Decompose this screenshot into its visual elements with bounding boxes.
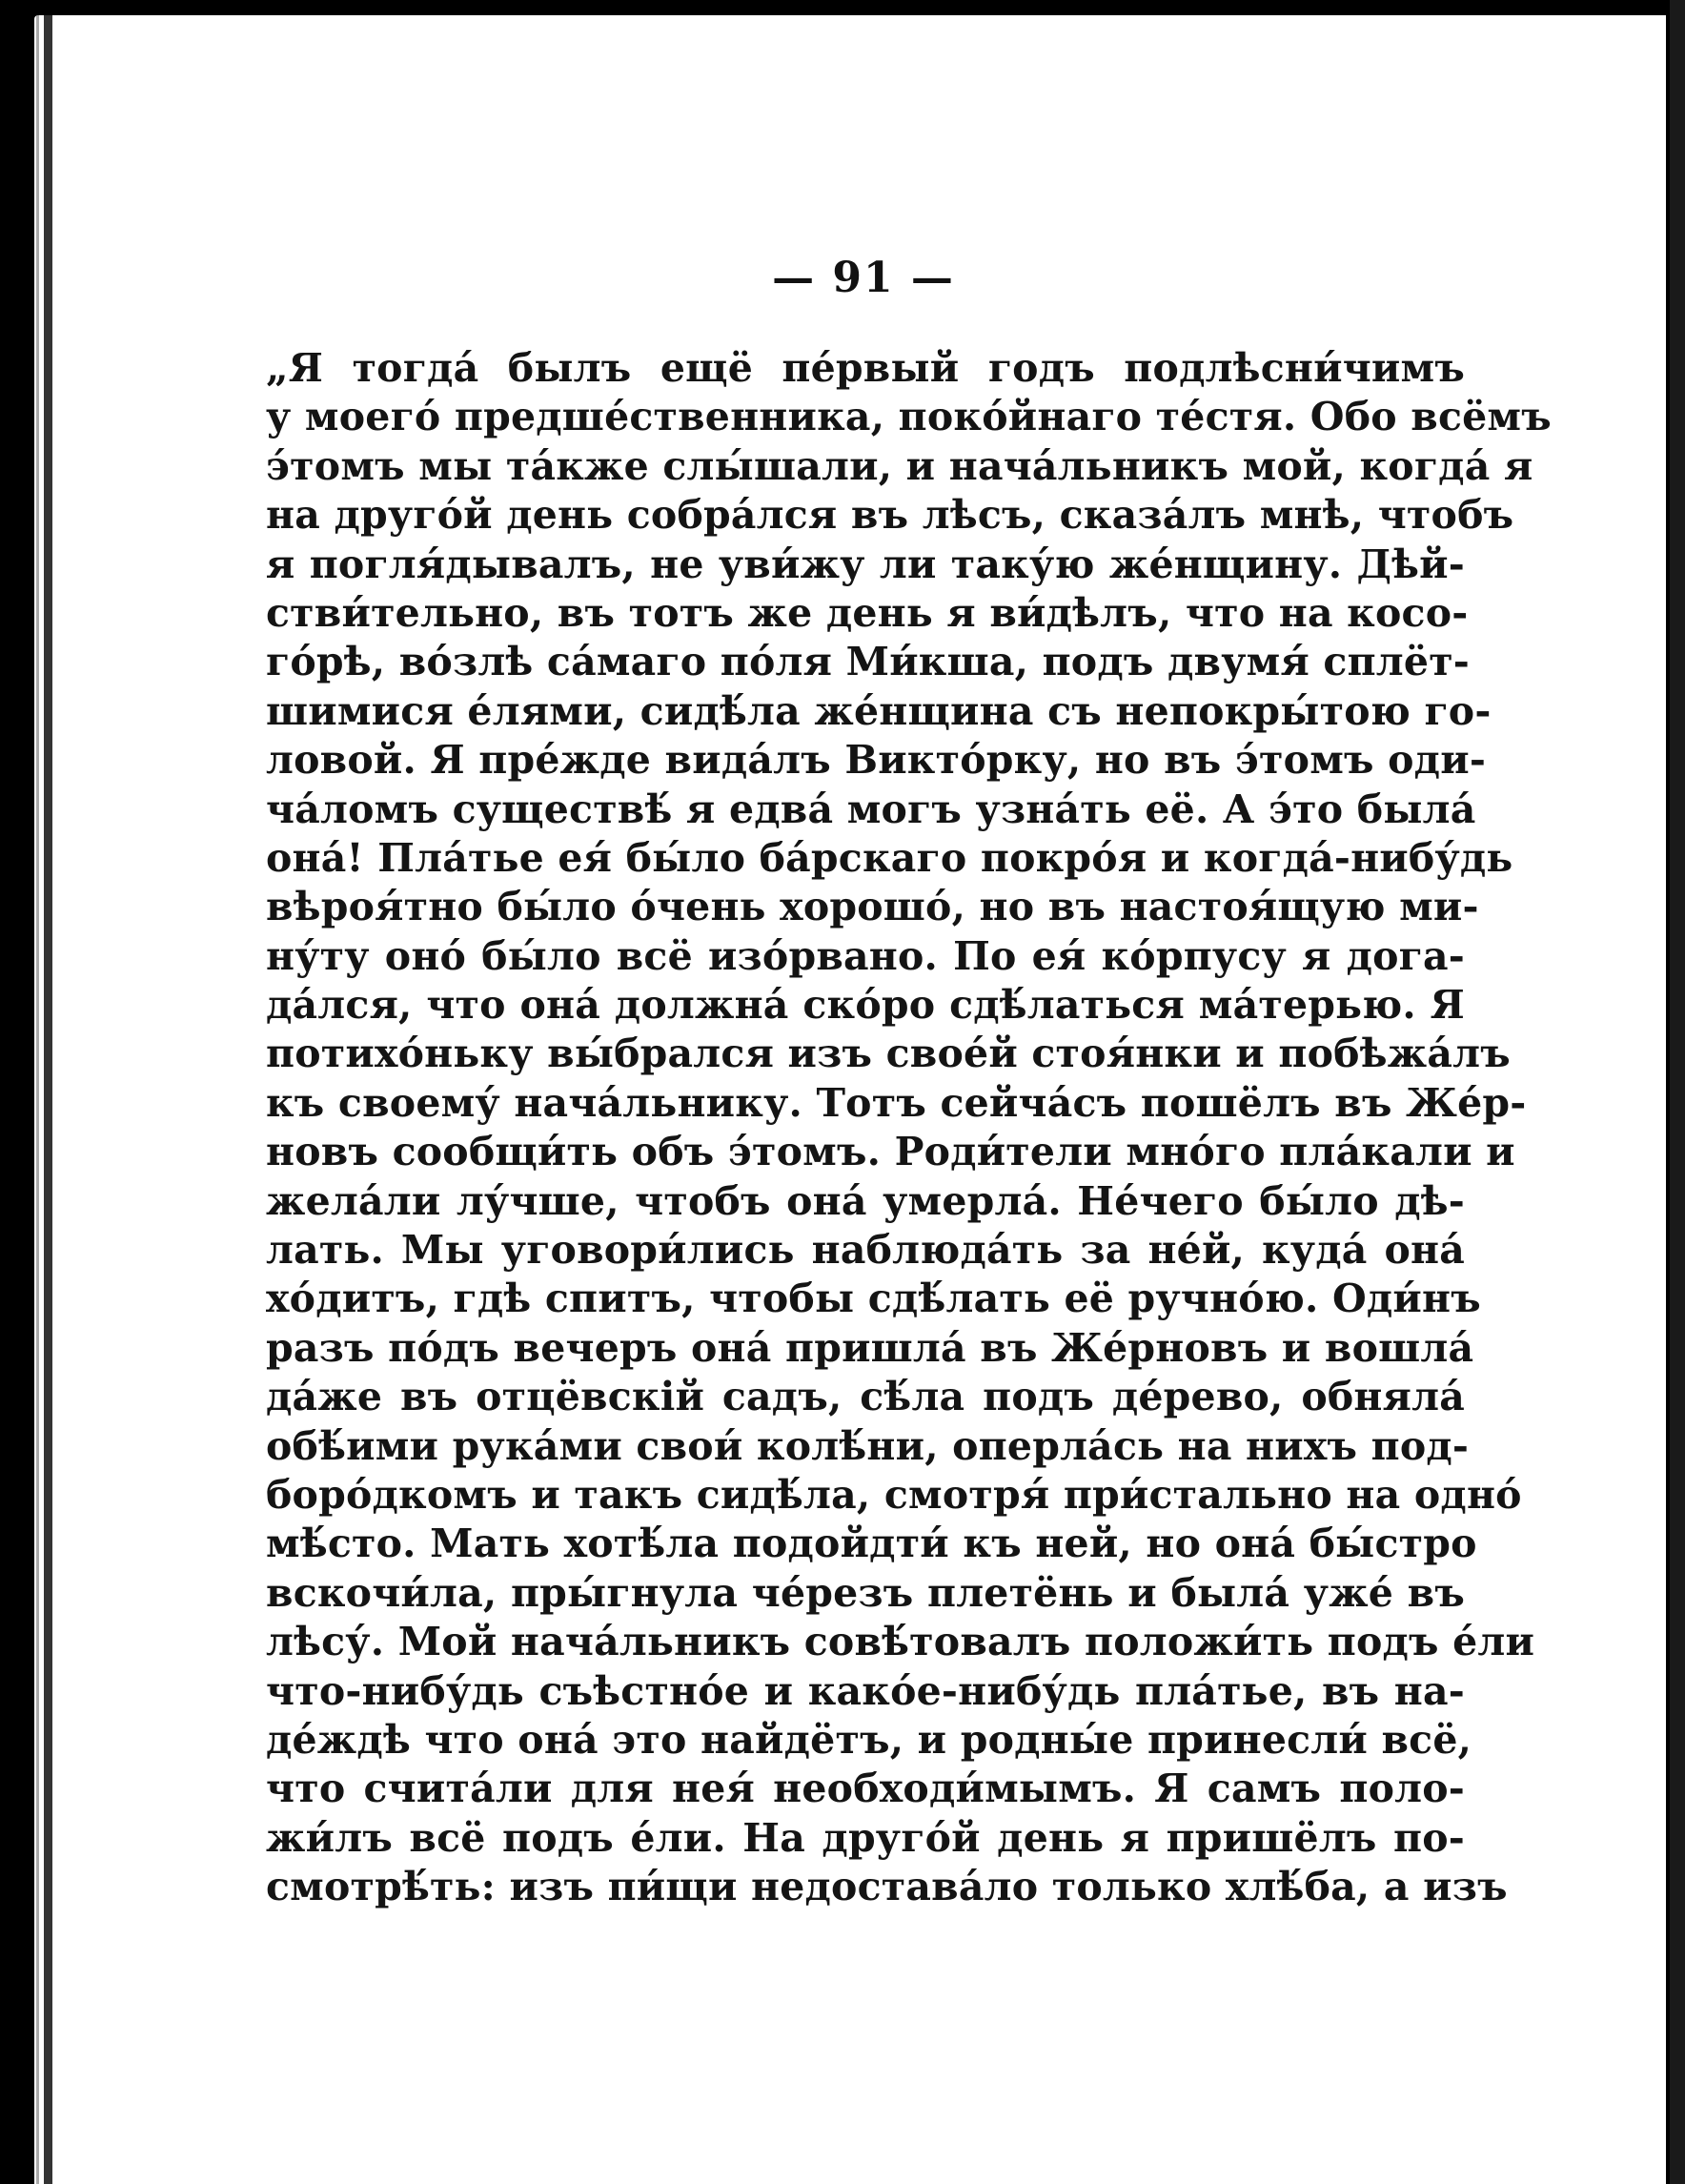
page-number: — 91 — xyxy=(772,254,955,302)
text-line: лать. Мы уговори́лись наблюда́ть за не́й, куда́ она́ xyxy=(266,1227,1465,1274)
text-line: жела́ли лу́чше, чтобъ она́ умерла́. Не́чего бы́ло дѣ- xyxy=(266,1177,1465,1224)
text-line: обѣ́ими рука́ми свои́ колѣ́ни, оперла́сь на нихъ под- xyxy=(266,1422,1470,1469)
text-line: де́ждѣ что она́ это найдётъ, и родны́е принесли́ всё, xyxy=(266,1716,1472,1763)
text-line: мѣ́сто. Мать хотѣ́ла подойдти́ къ ней, но она́ бы́стро xyxy=(266,1521,1477,1567)
text-line: она́! Пла́тье ея́ бы́ло ба́рскаго покро́я и когда́-нибу́дь xyxy=(266,834,1513,881)
text-line: да́лся, что она́ должна́ ско́ро сдѣ́латься ма́терью. Я xyxy=(266,982,1465,1029)
text-line: что счита́ли для нея́ необходи́мымъ. Я самъ поло- xyxy=(266,1766,1465,1812)
text-line: го́рѣ, во́злѣ са́маго по́ля Ми́кша, подъ двумя́ сплёт- xyxy=(266,639,1471,685)
text-line: у моего́ предше́ственника, поко́йнаго те́стя. Обо всёмъ xyxy=(266,394,1552,440)
body-text xyxy=(266,344,1552,1912)
text-line: новъ сообщи́ть объ э́томъ. Роди́тели мно́го пла́кали и xyxy=(266,1129,1515,1175)
text-line: я погля́дывалъ, не уви́жу ли таку́ю же́нщину. Дѣй- xyxy=(266,541,1465,587)
text-line: хо́дитъ, гдѣ спитъ, чтобы сдѣ́лать её ручно́ю. Оди́нъ xyxy=(266,1276,1481,1322)
text-line: да́же въ отцёвскій садъ, сѣ́ла подъ де́рево, обняла́ xyxy=(266,1374,1465,1420)
text-line: жи́лъ всё подъ е́ли. На друго́й день я пришёлъ по- xyxy=(266,1814,1465,1861)
text-line: къ своему́ нача́льнику. Тотъ сейча́съ пошёлъ въ Же́р- xyxy=(266,1079,1527,1126)
text-line: шимися е́лями, сидѣ́ла же́нщина съ непокры́тою го- xyxy=(266,687,1492,734)
text-line: разъ по́дъ вечеръ она́ пришла́ въ Же́рновъ и вошла́ xyxy=(266,1324,1474,1371)
text-line: стви́тельно, въ тотъ же день я ви́дѣлъ, что на косо- xyxy=(266,589,1469,636)
text-line: ча́ломъ существѣ́ я едва́ могъ узна́ть её. А э́то была́ xyxy=(266,786,1476,832)
text-line: боро́дкомъ и такъ сидѣ́ла, смотря́ при́стально на одно́ xyxy=(266,1471,1522,1518)
text-line: ну́ту оно́ бы́ло всё изо́рвано. По ея́ ко́рпусу я дога- xyxy=(266,932,1465,979)
page-edge-shadow xyxy=(36,15,39,2184)
text-line: э́томъ мы та́кже слы́шали, и нача́льникъ мой, когда́ я xyxy=(266,442,1533,489)
text-line: смотрѣ́ть: изъ пи́щи недостава́ло только хлѣ́ба, а изъ xyxy=(266,1864,1508,1910)
book-page xyxy=(34,15,1666,2184)
text-line: вѣроя́тно бы́ло о́чень хорошо́, но въ настоя́щую ми- xyxy=(266,884,1479,930)
text-line: „Я тогда́ былъ ещё пе́рвый годъ подлѣсни́чимъ xyxy=(266,345,1465,391)
page-binding-edge xyxy=(44,15,52,2184)
scan-right-border xyxy=(1670,0,1685,2184)
text-line: потихо́ньку вы́брался изъ свое́й стоя́нки и побѣжа́лъ xyxy=(266,1031,1511,1077)
text-line: ловой. Я пре́жде вида́лъ Викто́рку, но въ э́томъ оди- xyxy=(266,737,1487,784)
text-line: лѣсу́. Мой нача́льникъ совѣ́товалъ положи́ть подъ е́ли xyxy=(266,1619,1535,1665)
text-line: на друго́й день собра́лся въ лѣсъ, сказа́лъ мнѣ, чтобъ xyxy=(266,492,1514,539)
text-line: вскочи́ла, пры́гнула че́резъ плетёнь и была́ уже́ въ xyxy=(266,1569,1465,1616)
text-line: что-нибу́дь съѣстно́е и како́е-нибу́дь пла́тье, въ на- xyxy=(266,1667,1465,1714)
